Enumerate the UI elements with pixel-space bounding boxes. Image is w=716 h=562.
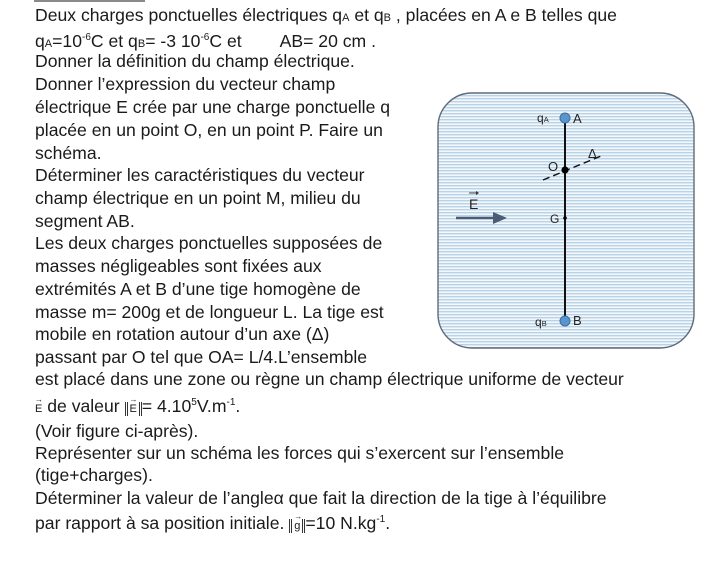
- label-b: B: [573, 313, 582, 328]
- text: C et q: [90, 31, 138, 51]
- question-line: électrique E crée par une charge ponctuelle q: [35, 97, 391, 117]
- question-line: Les deux charges ponctuelles supposées de: [35, 233, 383, 253]
- pivot-point-o: [561, 166, 568, 173]
- text: V.m: [196, 396, 227, 416]
- label-delta: Δ: [588, 146, 597, 161]
- question-line: extrémités A et B d’une tige homogène de: [35, 279, 361, 299]
- label-qb: qB: [535, 315, 547, 329]
- text: =10 N.kg: [305, 513, 377, 533]
- vector-e-symbol: → E: [35, 398, 42, 420]
- instruction-line: (tige+charges).: [35, 465, 153, 485]
- label-g: G: [550, 212, 560, 226]
- superscript: 5: [191, 397, 197, 408]
- question-line: Donner la définition du champ électrique.: [35, 51, 355, 71]
- label-o: O: [548, 159, 559, 174]
- text: de valeur: [42, 396, 125, 416]
- superscript: -1: [376, 514, 386, 525]
- intro-line-1: [35, 4, 617, 29]
- label-e: E: [469, 196, 479, 212]
- subscript: A: [44, 38, 53, 50]
- text: = -3 10: [145, 31, 201, 51]
- question-line: masse m= 200g et de longueur L. La tige est: [35, 302, 384, 322]
- text: AB= 20 cm .: [279, 31, 376, 51]
- field-line-1: est placé dans une zone ou règne un champ électrique uniforme de vecteur: [35, 369, 624, 389]
- text: = 4.10: [141, 396, 192, 416]
- superscript: -1: [226, 397, 236, 408]
- field-line-2: [35, 392, 240, 420]
- subscript: B: [383, 12, 392, 24]
- vector-g-symbol: → g: [294, 519, 300, 533]
- subscript: A: [342, 12, 350, 24]
- norm-e: [125, 402, 142, 416]
- question-line: schéma.: [35, 143, 102, 163]
- text: .: [385, 513, 391, 533]
- label-a: A: [573, 111, 582, 126]
- question-line: passant par O tel que OA= L/4.L’ensemble: [35, 347, 368, 367]
- instruction-line-last: [35, 509, 390, 534]
- question-line: Déterminer les caractéristiques du vecteur: [35, 165, 365, 185]
- charge-b: [560, 316, 570, 326]
- text: .: [235, 396, 241, 416]
- text: Deux charges ponctuelles électriques q: [35, 5, 343, 25]
- text: =10: [52, 31, 82, 51]
- question-line: segment AB.: [35, 211, 135, 231]
- subscript: B: [137, 38, 146, 50]
- superscript: -6: [82, 32, 91, 43]
- top-divider: [34, 0, 145, 2]
- instruction-line: Représenter sur un schéma les forces qui s’exercent sur l’ensemble: [35, 443, 565, 463]
- superscript: -6: [200, 32, 210, 43]
- instruction-line: Déterminer la valeur de l’angleα que fait la direction de la tige à l’équilibre: [35, 488, 607, 508]
- question-line: champ électrique en un point M, milieu du: [35, 188, 361, 208]
- text: C et: [209, 31, 242, 51]
- rod-figure: [437, 92, 695, 349]
- text: et q: [349, 5, 384, 25]
- question-line: Donner l’expression du vecteur champ: [35, 74, 336, 94]
- text: par rapport à sa position initiale.: [35, 513, 290, 533]
- norm-g: [289, 519, 305, 533]
- charge-a: [560, 113, 570, 123]
- question-line: mobile en rotation autour d’un axe (Δ): [35, 324, 330, 344]
- center-of-mass-g: [563, 216, 567, 220]
- vector-e-symbol: → E: [130, 402, 137, 416]
- text: , placées en A e B telles que: [391, 5, 617, 25]
- question-line: masses négligeables sont fixées aux: [35, 256, 322, 276]
- instruction-line: (Voir figure ci-après).: [35, 421, 199, 441]
- question-line: placée en un point O, en un point P. Faire un: [35, 120, 383, 140]
- label-qa: qA: [537, 111, 549, 125]
- text: q: [35, 31, 45, 51]
